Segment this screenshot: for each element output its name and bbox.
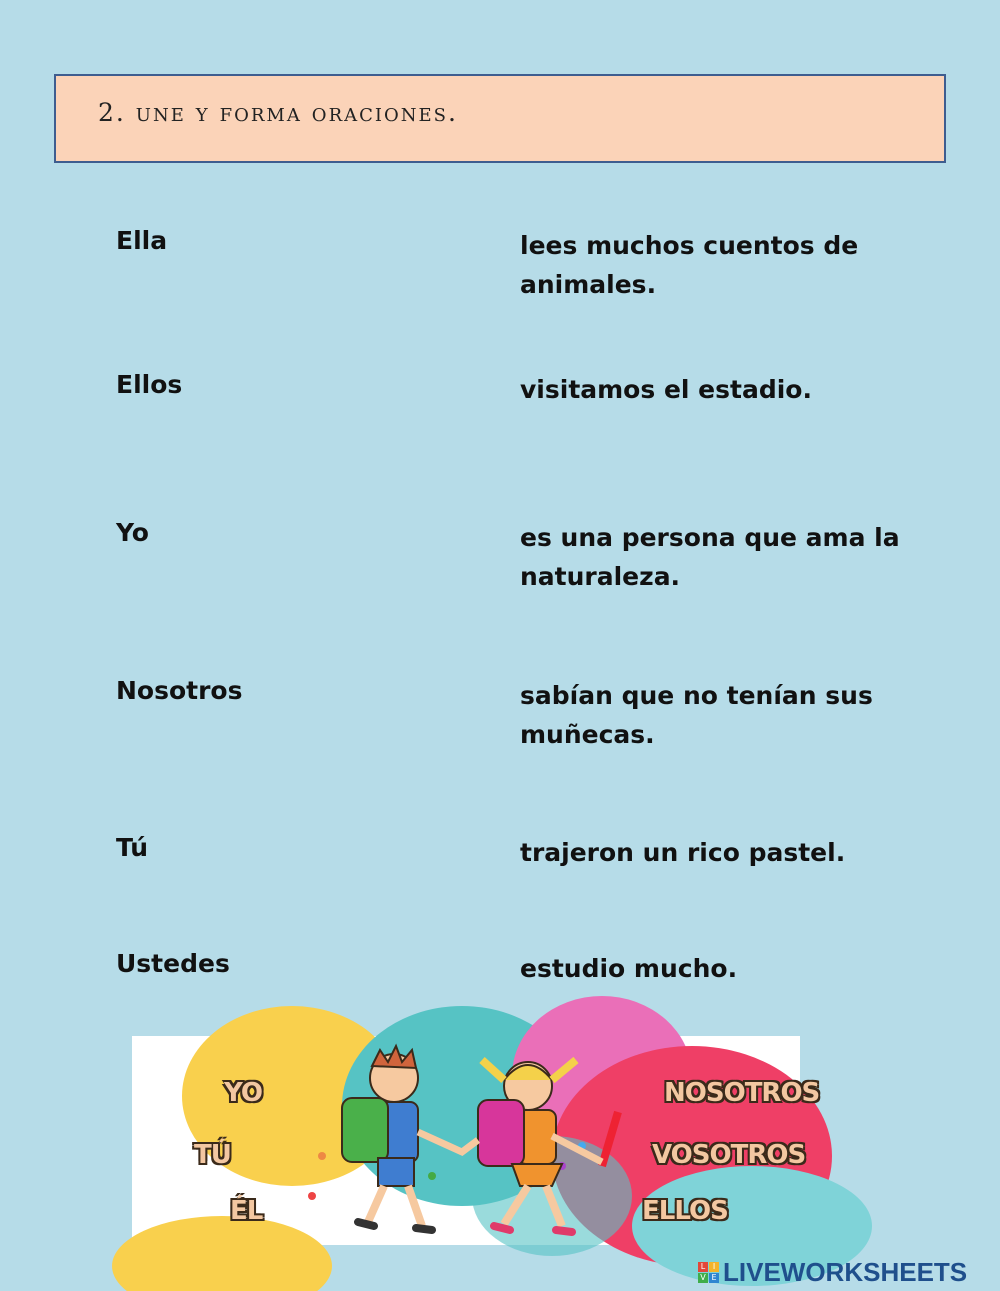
pronoun-word: NOSOTROS [664, 1078, 820, 1108]
subject-item[interactable]: Ellos [116, 370, 183, 399]
predicate-item[interactable]: sabían que no tenían sus muñecas. [520, 681, 873, 749]
instruction-box [54, 74, 946, 163]
pronouns-banner [132, 1036, 820, 1245]
predicate-item[interactable]: es una persona que ama la naturaleza. [520, 523, 900, 591]
pronoun-word: ÉL [230, 1196, 263, 1226]
pronoun-word: TÚ [194, 1140, 231, 1170]
subject-item[interactable]: Ella [116, 226, 168, 255]
logo-text: LIVEWORKSHEETS [723, 1257, 968, 1287]
subject-item[interactable]: Ustedes [116, 949, 230, 978]
logo-blocks-icon: L I V E [698, 1262, 719, 1283]
predicate-item[interactable]: estudio mucho. [520, 954, 738, 983]
liveworksheets-logo[interactable] [698, 1257, 967, 1288]
pronoun-word: VOSOTROS [652, 1140, 806, 1170]
instruction-title: 2. une y forma oraciones. [98, 98, 458, 127]
subject-item[interactable]: Nosotros [116, 676, 243, 705]
subject-item[interactable]: Tú [116, 833, 149, 862]
pronoun-word: ELLOS [642, 1196, 728, 1226]
predicate-item[interactable]: trajeron un rico pastel. [520, 838, 846, 867]
predicate-item[interactable]: lees muchos cuentos de animales. [520, 231, 859, 299]
predicate-item[interactable]: visitamos el estadio. [520, 375, 812, 404]
pronoun-word: YO [224, 1078, 263, 1108]
subject-item[interactable]: Yo [116, 518, 149, 547]
